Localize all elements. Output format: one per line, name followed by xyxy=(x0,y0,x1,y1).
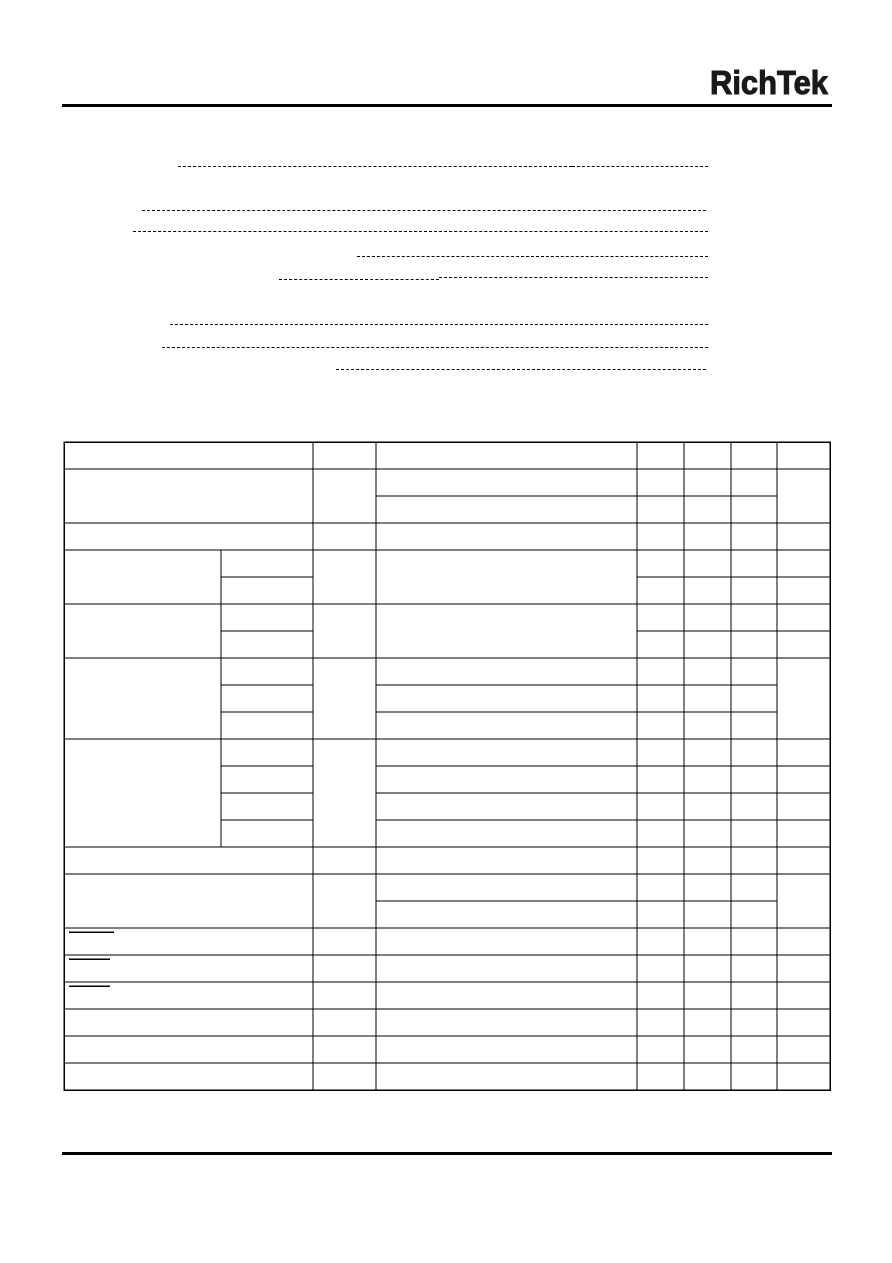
toc-leader xyxy=(170,324,708,325)
specification-table xyxy=(63,441,831,1091)
overline-marks xyxy=(69,932,114,986)
toc-leader xyxy=(178,166,572,167)
toc-leader xyxy=(142,210,706,211)
logo-wordmark: RichTek xyxy=(710,64,829,100)
toc-leader xyxy=(336,369,706,370)
header-rule xyxy=(62,104,832,107)
toc-leader xyxy=(357,256,708,257)
toc-leader xyxy=(572,166,708,167)
toc-leader xyxy=(279,279,439,280)
footer-rule xyxy=(62,1152,832,1155)
toc-leader xyxy=(439,277,708,278)
toc-leader xyxy=(133,231,708,232)
table-row-dividers xyxy=(64,469,830,1063)
richtek-logo xyxy=(708,60,832,100)
toc-leader xyxy=(162,347,708,348)
